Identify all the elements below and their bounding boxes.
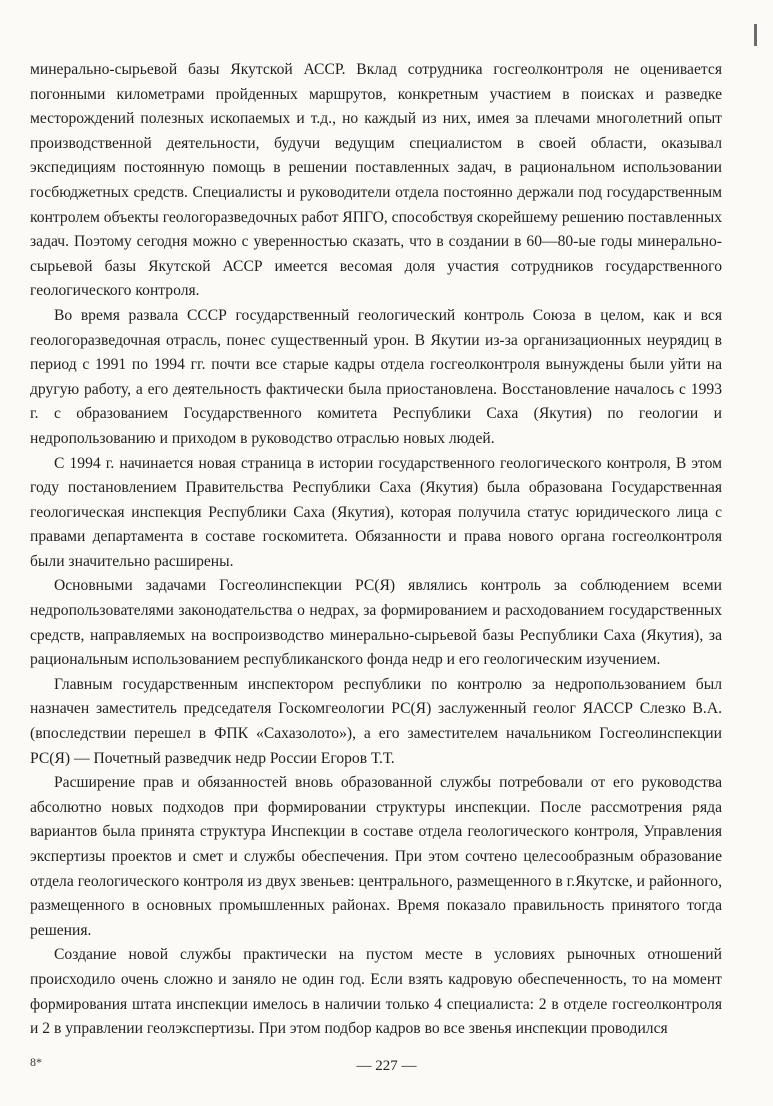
- signature-mark: 8*: [30, 1055, 42, 1069]
- paragraph: Главным государственным инспектором республики по контролю за недропользованием был назначен заместитель председателя Госкомгеологии РС(Я) заслуженный геолог ЯАССР Слезко В.А. (впоследствии перешел в ФПК «Сахазолото»), а его заместителем начальником Госгеолинспекции РС(Я) — Почетный разведчик недр России Егоров Т.Т.: [30, 675, 722, 767]
- paragraph: С 1994 г. начинается новая страница в истории государственного геологического контроля, В этом году постановлением Правительства Республики Саха (Якутия) была образована Государственная геологическая инспекция Республики Саха (Якутия), которая получила статус юридического лица с правами департамента в составе госкомитета. Обязанности и права нового органа госгеолконтроля были значительно расширены.: [30, 454, 722, 570]
- page-body: [30, 58, 722, 1042]
- paragraph: Основными задачами Госгеолинспекции РС(Я) являлись контроль за соблюдением всеми недропользователями законодательства о недрах, за формированием и расходованием государственных средств, направляемых на воспроизводство минерально-сырьевой базы Республики Саха (Якутия), за рациональным использованием республиканского фонда недр и его геологическим изучением.: [30, 577, 722, 669]
- page-number: — 227 —: [356, 1058, 417, 1074]
- page-edge-mark: [754, 24, 757, 46]
- paragraph: Расширение прав и обязанностей вновь образованной службы потребовали от его руководства абсолютно новых подходов при формировании структуры инспекции. После рассмотрения ряда вариантов была принята структура Инспекции в составе отдела геологического контроля, Управления экспертизы проектов и смет и службы обеспечения. При этом сочтено целесообразным образование отдела геологического контроля из двух звеньев: центрального, размещенного в г.Якутске, и районного, размещенного в основных промышленных районах. Время показало правильность принятого тогда решения.: [30, 774, 722, 939]
- paragraph: Создание новой службы практически на пустом месте в условиях рыночных отношений происходило очень сложно и заняло не один год. Если взять кадровую обеспеченность, то на момент формирования штата инспекции имелось в наличии только 4 специалиста: 2 в отделе госгеолконтроля и 2 в управлении геолэкспертизы. При этом подбор кадров во все звенья инспекции проводился: [30, 946, 722, 1038]
- paragraph: Во время развала СССР государственный геологический контроль Союза в целом, как и вся геологоразведочная отрасль, понес существенный урон. В Якутии из-за организационных неурядиц в период с 1991 по 1994 гг. почти все старые кадры отдела госгеолконтроля вынуждены были уйти на другую работу, а его деятельность фактически была приостановлена. Восстановление началось с 1993 г. с образованием Государственного комитета Республики Саха (Якутия) по геологии и недропользованию и приходом в руководство отраслью новых людей.: [30, 306, 722, 447]
- paragraph: минерально-сырьевой базы Якутской АССР. Вклад сотрудника госгеолконтроля не оценивается погонными километрами пройденных маршрутов, конкретным участием в поисках и разведке месторождений полезных ископаемых и т.д., но каждый из них, имея за плечами многолетний опыт производственной деятельности, будучи ведущим специалистом в своей области, оказывал экспедициям постоянную помощь в решении поставленных задач, в рациональном использовании госбюджетных средств. Специалисты и руководители отдела постоянно держали под государственным контролем объекты геологоразведочных работ ЯПГО, способствуя скорейшему решению поставленных задач. Поэтому сегодня можно с уверенностью сказать, что в создании в 60—80-ые годы минерально-сырьевой базы Якутской АССР имеется весомая доля участия сотрудников государственного геологического контроля.: [30, 61, 722, 300]
